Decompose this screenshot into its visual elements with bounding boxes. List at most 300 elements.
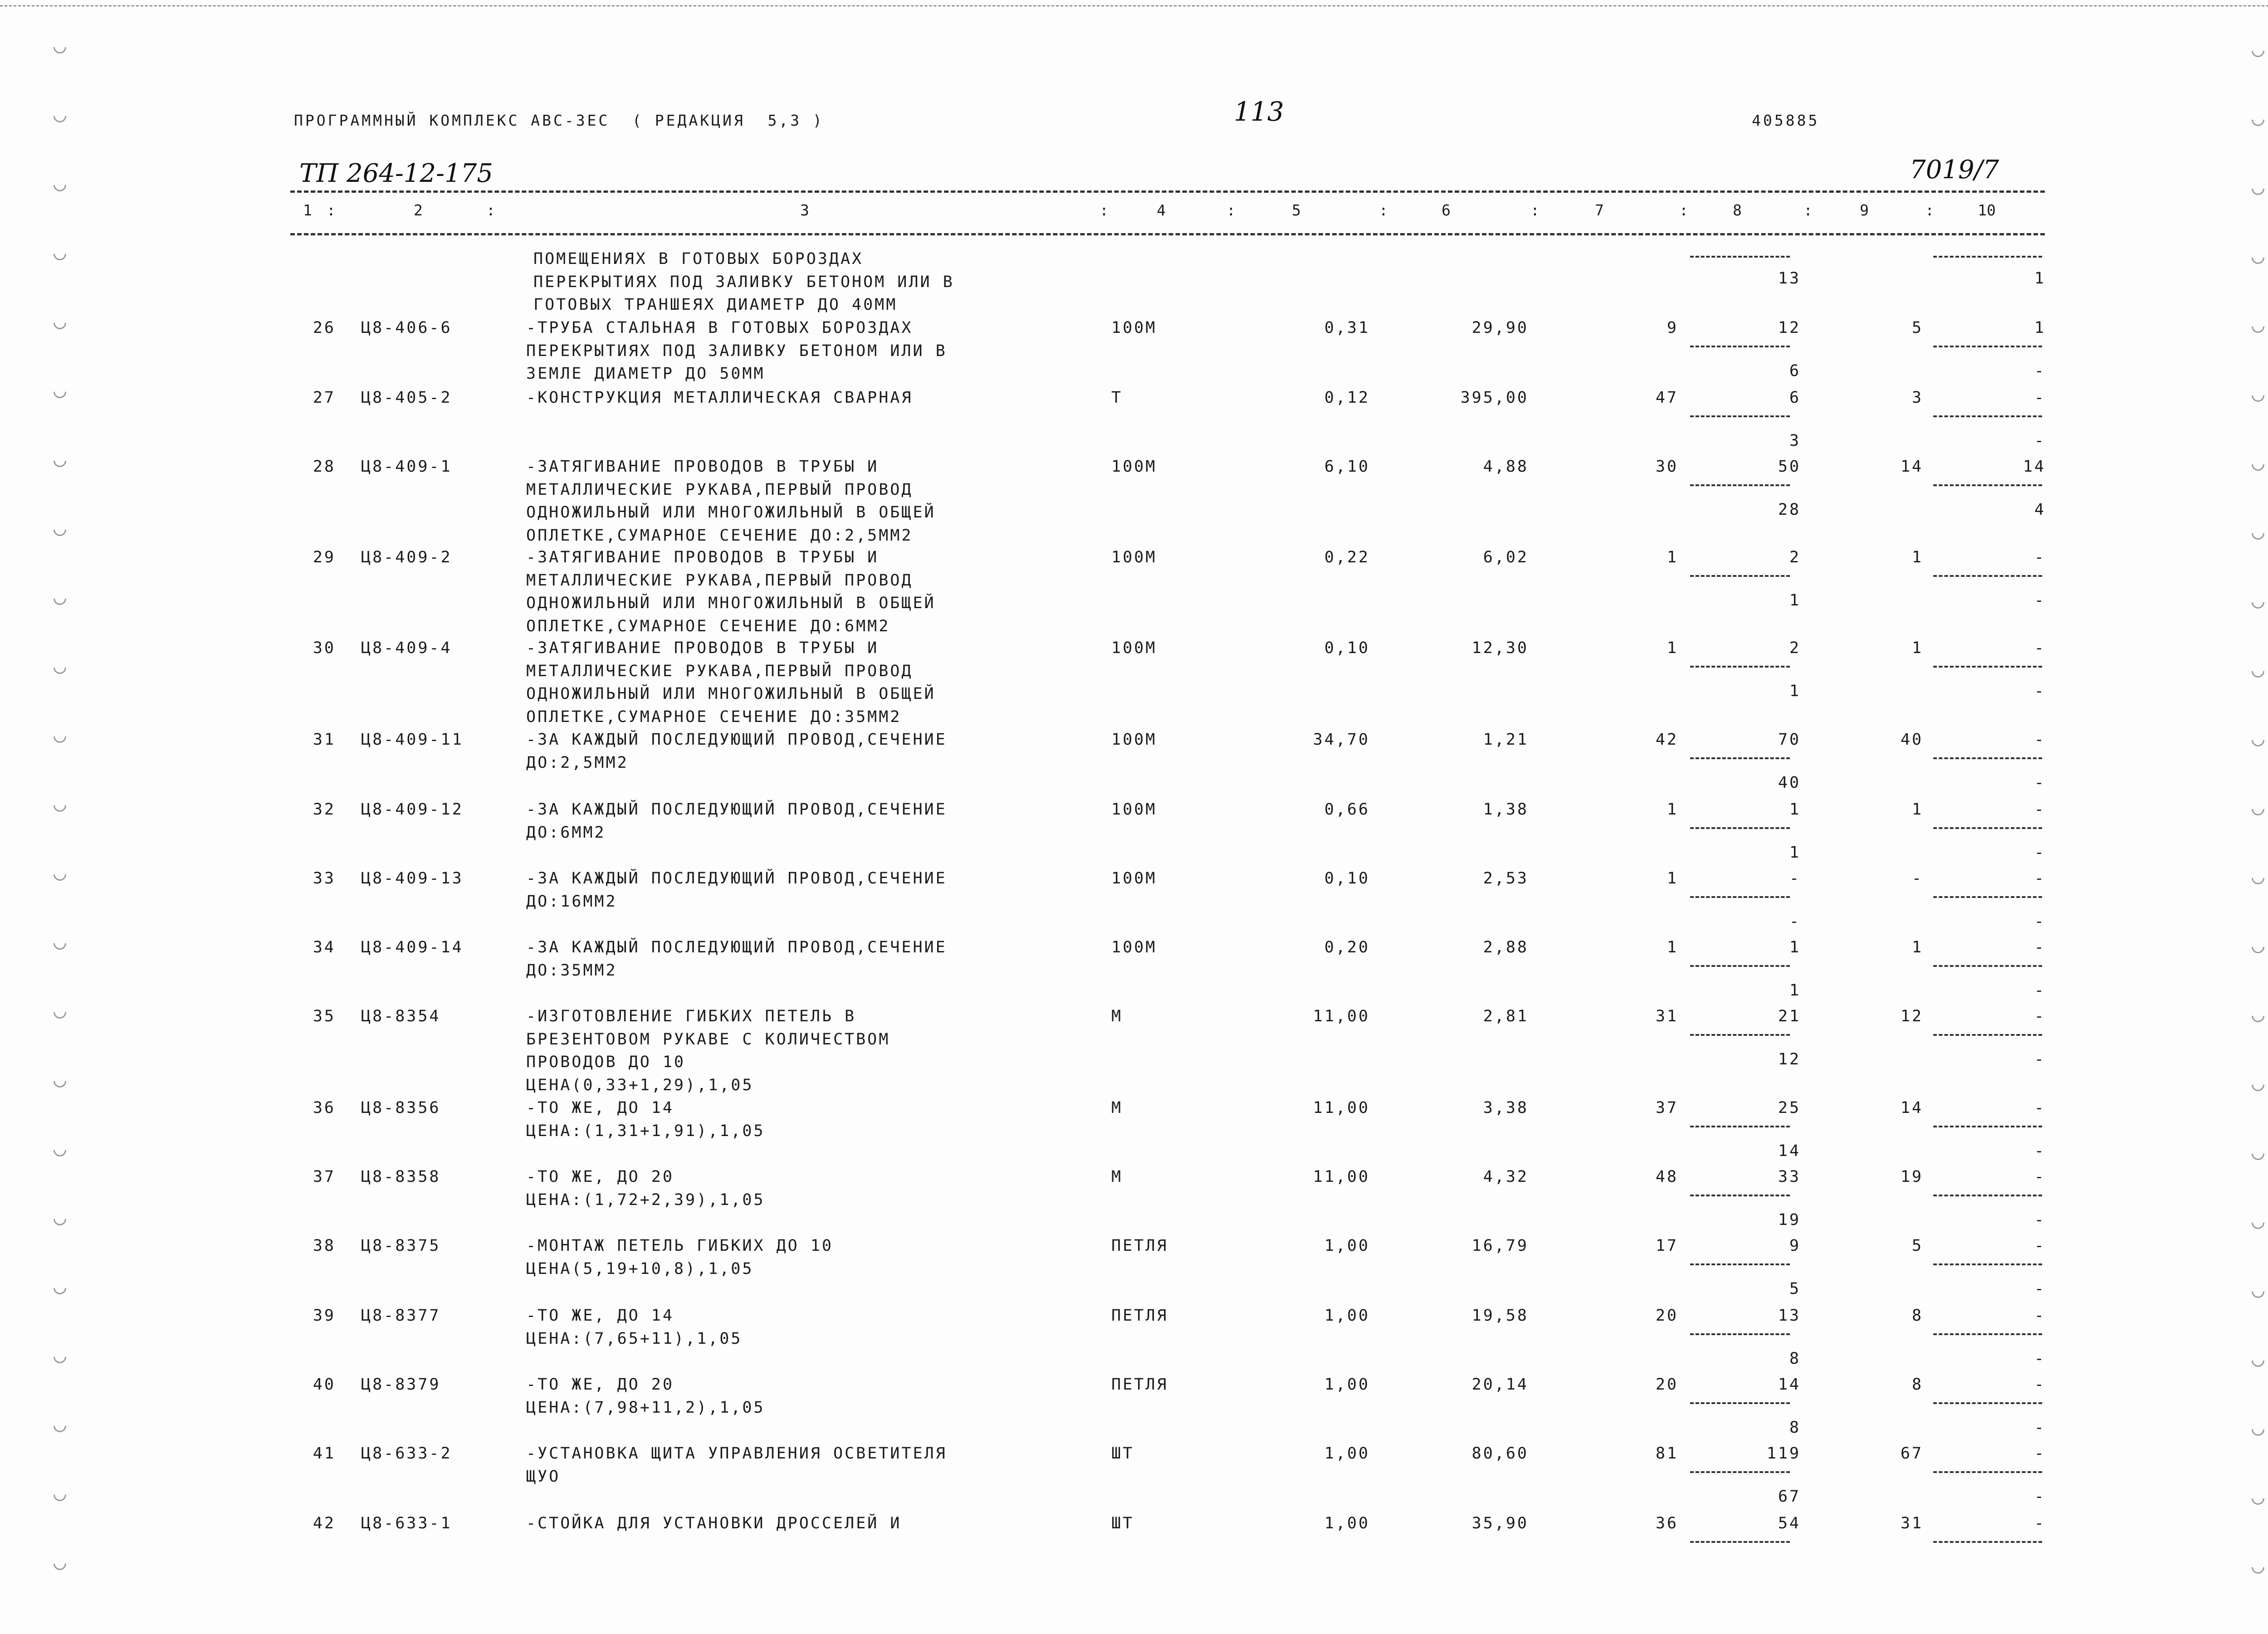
perforation-hole <box>51 107 69 125</box>
row-wages-top: 2 <box>1789 639 1801 657</box>
perforation-hole <box>51 934 69 952</box>
row-wages-top: 1 <box>1789 800 1801 819</box>
perforation-hole <box>51 727 69 746</box>
row-col10-bottom: - <box>2034 1142 2046 1160</box>
perforation-hole <box>51 865 69 883</box>
perforation-hole <box>51 1072 69 1090</box>
row-wages-bottom: 67 <box>1778 1488 1801 1506</box>
row-description-line: ЦЕНА:(1,31+1,91),1,05 <box>526 1122 765 1140</box>
row-col10-top: - <box>2034 548 2046 566</box>
row-unit: М <box>1111 1099 1123 1117</box>
row-code: Ц8-633-1 <box>361 1514 452 1532</box>
sheet-code: 7019/7 <box>1910 155 1999 185</box>
cell-divider <box>1933 484 2042 486</box>
row-description-line: -ИЗГОТОВЛЕНИЕ ГИБКИХ ПЕТЕЛЬ В <box>526 1007 856 1025</box>
row-col10-bottom: - <box>2034 682 2046 700</box>
cell-divider <box>1690 1195 1790 1196</box>
perforation-hole <box>2249 1489 2267 1507</box>
row-description-line: ЦЕНА(0,33+1,29),1,05 <box>526 1076 754 1094</box>
row-wages-bottom: 28 <box>1778 501 1801 519</box>
perforation-hole <box>51 796 69 815</box>
cell-divider <box>1933 666 2042 668</box>
row-quantity: 11,00 <box>1313 1007 1370 1025</box>
row-unit-price: 2,53 <box>1483 869 1529 888</box>
row-unit: 100М <box>1111 319 1157 337</box>
row-unit-price: 35,90 <box>1471 1514 1529 1532</box>
row-machines: - <box>1911 869 1923 888</box>
perforation-hole <box>2249 731 2267 749</box>
row-machines: 1 <box>1911 800 1923 819</box>
row-number: 41 <box>313 1444 336 1463</box>
row-code: Ц8-8379 <box>361 1375 441 1394</box>
row-col10-top: - <box>2034 800 2046 819</box>
perforation-hole <box>2249 42 2267 60</box>
row-unit: 100М <box>1111 458 1157 476</box>
row-wages-bottom: 5 <box>1789 1280 1801 1298</box>
row-col10-top: 1 <box>2034 319 2046 337</box>
row-description-line: БРЕЗЕНТОВОМ РУКАВЕ С КОЛИЧЕСТВОМ <box>526 1030 890 1049</box>
row-description-line: ЗЕМЛЕ ДИАМЕТР ДО 50ММ <box>526 365 765 383</box>
col-num-7: 7 <box>1595 201 1604 219</box>
row-quantity: 0,20 <box>1324 938 1370 956</box>
row-col10-top: - <box>2034 938 2046 956</box>
perforation-hole <box>51 1555 69 1573</box>
row-col10-bottom: - <box>2034 844 2046 862</box>
row-machines: 5 <box>1911 1237 1923 1255</box>
row-total-cost: 1 <box>1667 938 1678 956</box>
row-col10-bottom: - <box>2034 1488 2046 1506</box>
row-unit: ШТ <box>1111 1514 1134 1532</box>
row-wages-top: 2 <box>1789 548 1801 566</box>
col-num-10: 10 <box>1978 201 1996 219</box>
row-number: 26 <box>313 319 336 337</box>
row-description-line: -ЗА КАЖДЫЙ ПОСЛЕДУЮЩИЙ ПРОВОД,СЕЧЕНИЕ <box>526 731 947 749</box>
row-col10-bottom: - <box>2034 1211 2046 1229</box>
perforation-hole <box>2249 455 2267 473</box>
row-description-line: -СТОЙКА ДЛЯ УСТАНОВКИ ДРОССЕЛЕЙ И <box>526 1514 902 1532</box>
row-description-line: -ЗА КАЖДЫЙ ПОСЛЕДУЮЩИЙ ПРОВОД,СЕЧЕНИЕ <box>526 938 947 956</box>
cell-divider <box>1933 1195 2042 1196</box>
row-total-cost: 48 <box>1655 1168 1678 1186</box>
perforation-hole <box>2249 111 2267 129</box>
row-unit: ПЕТЛЯ <box>1111 1307 1168 1325</box>
row-number: 38 <box>313 1237 336 1255</box>
cell-divider <box>1690 666 1790 668</box>
row-col10-top: - <box>2034 1099 2046 1117</box>
row-wages-bottom: - <box>1789 912 1801 931</box>
row-description-line: -ТРУБА СТАЛЬНАЯ В ГОТОВЫХ БОРОЗДАХ <box>526 319 913 337</box>
row-code: Ц8-8354 <box>361 1007 441 1025</box>
row-unit: ШТ <box>1111 1444 1134 1463</box>
row-total-cost: 42 <box>1655 731 1678 749</box>
perforation-hole <box>2249 524 2267 542</box>
cell-divider <box>1690 1034 1790 1036</box>
cell-divider <box>1690 1402 1790 1404</box>
row-number: 27 <box>313 389 336 407</box>
row-code: Ц8-8377 <box>361 1307 441 1325</box>
row-col10-bottom: - <box>2034 1419 2046 1437</box>
row-col10-bottom: - <box>2034 591 2046 610</box>
row-code: Ц8-406-6 <box>361 319 452 337</box>
continuation-c10-bottom: 1 <box>2034 269 2046 288</box>
row-col10-top: 14 <box>2023 458 2046 476</box>
cell-divider <box>1933 346 2042 347</box>
row-description-line: ОПЛЕТКЕ,СУМАРНОЕ СЕЧЕНИЕ ДО:6ММ2 <box>526 617 890 635</box>
row-wages-top: 12 <box>1778 319 1801 337</box>
cell-divider <box>1690 1263 1790 1265</box>
row-description-line: ДО:2,5ММ2 <box>526 753 629 772</box>
row-unit: М <box>1111 1007 1123 1025</box>
row-col10-bottom: - <box>2034 912 2046 931</box>
row-description-line: -МОНТАЖ ПЕТЕЛЬ ГИБКИХ ДО 10 <box>526 1237 833 1255</box>
cell-divider <box>1690 757 1790 759</box>
row-col10-bottom: - <box>2034 1280 2046 1298</box>
row-quantity: 1,00 <box>1324 1237 1370 1255</box>
row-unit-price: 2,81 <box>1483 1007 1529 1025</box>
cell-divider <box>1933 1126 2042 1127</box>
row-unit-price: 6,02 <box>1483 548 1529 566</box>
cell-divider <box>1933 965 2042 967</box>
row-description-line: -ТО ЖЕ, ДО 20 <box>526 1168 674 1186</box>
row-col10-top: - <box>2034 1007 2046 1025</box>
row-total-cost: 1 <box>1667 548 1678 566</box>
cell-divider <box>1690 256 1790 258</box>
row-total-cost: 20 <box>1655 1307 1678 1325</box>
row-number: 35 <box>313 1007 336 1025</box>
row-number: 32 <box>313 800 336 819</box>
row-total-cost: 36 <box>1655 1514 1678 1532</box>
cell-divider <box>1690 346 1790 347</box>
row-wages-top: 70 <box>1778 731 1801 749</box>
row-unit: 100М <box>1111 800 1157 819</box>
row-description-line: ЩУО <box>526 1467 561 1486</box>
row-description-line: ОДНОЖИЛЬНЫЙ ИЛИ МНОГОЖИЛЬНЫЙ В ОБЩЕЙ <box>526 503 936 522</box>
row-description-line: -ТО ЖЕ, ДО 14 <box>526 1307 674 1325</box>
column-numbers: 1 : 2 : 3 : 4 : 5 : 6 : 7 : 8 : 9 : 10 <box>303 201 1996 219</box>
row-code: Ц8-633-2 <box>361 1444 452 1463</box>
row-col10-top: - <box>2034 1237 2046 1255</box>
continuation-line: ГОТОВЫХ ТРАНШЕЯХ ДИАМЕТР ДО 40ММ <box>533 296 898 314</box>
cell-divider <box>1690 1333 1790 1335</box>
row-code: Ц8-409-4 <box>361 639 452 657</box>
perforation-hole <box>2249 593 2267 611</box>
row-quantity: 34,70 <box>1313 731 1370 749</box>
row-machines: 14 <box>1900 1099 1923 1117</box>
perforation-hole <box>51 1210 69 1228</box>
cell-divider <box>1933 1402 2042 1404</box>
perforation-hole <box>51 658 69 677</box>
row-wages-bottom: 40 <box>1778 774 1801 792</box>
row-total-cost: 1 <box>1667 800 1678 819</box>
row-number: 39 <box>313 1307 336 1325</box>
row-machines: 67 <box>1900 1444 1923 1463</box>
row-unit-price: 29,90 <box>1471 319 1529 337</box>
row-wages-top: 21 <box>1778 1007 1801 1025</box>
row-code: Ц8-409-11 <box>361 731 464 749</box>
cell-divider <box>1690 965 1790 967</box>
col-num-8: 8 <box>1733 201 1742 219</box>
cell-divider <box>1933 896 2042 898</box>
col-num-1: 1 <box>303 201 312 219</box>
row-total-cost: 1 <box>1667 869 1678 888</box>
continuation-line: ПЕРЕКРЫТИЯХ ПОД ЗАЛИВКУ БЕТОНОМ ИЛИ В <box>533 273 954 291</box>
col-num-5: 5 <box>1292 201 1301 219</box>
project-code: ТП 264-12-175 <box>299 159 493 188</box>
row-wages-top: 13 <box>1778 1307 1801 1325</box>
perforation-hole <box>2249 1351 2267 1370</box>
row-wages-top: 1 <box>1789 938 1801 956</box>
perforation-hole <box>2249 386 2267 405</box>
row-machines: 12 <box>1900 1007 1923 1025</box>
row-machines: 3 <box>1911 389 1923 407</box>
row-description-line: ОПЛЕТКЕ,СУМАРНОЕ СЕЧЕНИЕ ДО:2,5ММ2 <box>526 526 913 545</box>
row-number: 37 <box>313 1168 336 1186</box>
row-description-line: -УСТАНОВКА ЩИТА УПРАВЛЕНИЯ ОСВЕТИТЕЛЯ <box>526 1444 947 1463</box>
perforation-hole <box>51 314 69 332</box>
row-number: 30 <box>313 639 336 657</box>
row-wages-bottom: 3 <box>1789 432 1801 450</box>
cell-divider <box>1690 575 1790 577</box>
row-unit-price: 1,21 <box>1483 731 1529 749</box>
row-number: 31 <box>313 731 336 749</box>
row-number: 40 <box>313 1375 336 1394</box>
row-unit-price: 395,00 <box>1460 389 1529 407</box>
row-description-line: МЕТАЛЛИЧЕСКИЕ РУКАВА,ПЕРВЫЙ ПРОВОД <box>526 480 913 499</box>
row-unit-price: 2,88 <box>1483 938 1529 956</box>
row-wages-top: 33 <box>1778 1168 1801 1186</box>
row-wages-top: - <box>1789 869 1801 888</box>
row-unit: ПЕТЛЯ <box>1111 1375 1168 1394</box>
row-col10-top: - <box>2034 1307 2046 1325</box>
row-unit: ПЕТЛЯ <box>1111 1237 1168 1255</box>
tear-edge <box>0 0 2268 6</box>
row-quantity: 1,00 <box>1324 1444 1370 1463</box>
row-description-line: МЕТАЛЛИЧЕСКИЕ РУКАВА,ПЕРВЫЙ ПРОВОД <box>526 662 913 680</box>
perforation-hole <box>2249 1007 2267 1025</box>
row-col10-top: - <box>2034 1444 2046 1463</box>
perforation-hole <box>51 38 69 56</box>
row-unit: 100М <box>1111 869 1157 888</box>
row-code: Ц8-8358 <box>361 1168 441 1186</box>
row-unit: 100М <box>1111 548 1157 566</box>
row-total-cost: 37 <box>1655 1099 1678 1117</box>
row-col10-bottom: - <box>2034 981 2046 1000</box>
row-unit-price: 16,79 <box>1471 1237 1529 1255</box>
row-total-cost: 30 <box>1655 458 1678 476</box>
row-code: Ц8-8375 <box>361 1237 441 1255</box>
row-description-line: -ЗА КАЖДЫЙ ПОСЛЕДУЮЩИЙ ПРОВОД,СЕЧЕНИЕ <box>526 800 947 819</box>
cell-divider <box>1933 1541 2042 1543</box>
perforation-hole <box>51 245 69 263</box>
cell-divider <box>1933 757 2042 759</box>
row-description-line: ДО:6ММ2 <box>526 823 606 842</box>
row-col10-bottom: - <box>2034 774 2046 792</box>
row-description-line: ПРОВОДОВ ДО 10 <box>526 1053 686 1072</box>
row-total-cost: 81 <box>1655 1444 1678 1463</box>
row-code: Ц8-409-1 <box>361 458 452 476</box>
row-wages-top: 6 <box>1789 389 1801 407</box>
cell-divider <box>1933 415 2042 417</box>
row-quantity: 0,10 <box>1324 639 1370 657</box>
row-quantity: 1,00 <box>1324 1307 1370 1325</box>
row-machines: 8 <box>1911 1307 1923 1325</box>
row-quantity: 0,66 <box>1324 800 1370 819</box>
cell-divider <box>1690 827 1790 829</box>
row-machines: 19 <box>1900 1168 1923 1186</box>
row-description-line: -ЗАТЯГИВАНИЕ ПРОВОДОВ В ТРУБЫ И <box>526 639 879 657</box>
perforation-hole <box>2249 1558 2267 1576</box>
col-num-9: 9 <box>1860 201 1869 219</box>
row-unit-price: 1,38 <box>1483 800 1529 819</box>
row-wages-bottom: 12 <box>1778 1050 1801 1068</box>
row-description-line: -ТО ЖЕ, ДО 14 <box>526 1099 674 1117</box>
col-num-4: 4 <box>1157 201 1166 219</box>
row-description-line: -КОНСТРУКЦИЯ МЕТАЛЛИЧЕСКАЯ СВАРНАЯ <box>526 389 913 407</box>
row-unit-price: 4,32 <box>1483 1168 1529 1186</box>
row-quantity: 0,31 <box>1324 319 1370 337</box>
cell-divider <box>1690 484 1790 486</box>
perforation-hole <box>2249 662 2267 680</box>
col-num-3: 3 <box>800 201 809 219</box>
perforation-hole <box>51 1417 69 1435</box>
row-unit-price: 3,38 <box>1483 1099 1529 1117</box>
row-col10-top: - <box>2034 1514 2046 1532</box>
perforation-hole <box>2249 800 2267 818</box>
row-machines: 5 <box>1911 319 1923 337</box>
perforation-hole <box>51 590 69 608</box>
row-description-line: ЦЕНА:(7,98+11,2),1,05 <box>526 1398 765 1417</box>
perforation-hole <box>2249 1283 2267 1301</box>
page-number: 113 <box>1234 96 1284 127</box>
row-col10-top: - <box>2034 869 2046 888</box>
row-wages-bottom: 14 <box>1778 1142 1801 1160</box>
row-machines: 31 <box>1900 1514 1923 1532</box>
row-unit: 100М <box>1111 938 1157 956</box>
perforation-hole <box>2249 180 2267 198</box>
perforation-hole <box>51 452 69 470</box>
row-unit-price: 19,58 <box>1471 1307 1529 1325</box>
row-machines: 40 <box>1900 731 1923 749</box>
row-description-line: -ТО ЖЕ, ДО 20 <box>526 1375 674 1394</box>
row-wages-top: 54 <box>1778 1514 1801 1532</box>
row-quantity: 0,22 <box>1324 548 1370 566</box>
perforation-hole <box>2249 1214 2267 1232</box>
cell-divider <box>1933 1333 2042 1335</box>
row-col10-top: - <box>2034 639 2046 657</box>
perforation-hole <box>51 521 69 539</box>
row-col10-bottom: - <box>2034 362 2046 380</box>
row-machines: 14 <box>1900 458 1923 476</box>
cell-divider <box>1933 827 2042 829</box>
row-quantity: 0,10 <box>1324 869 1370 888</box>
row-description-line: ОДНОЖИЛЬНЫЙ ИЛИ МНОГОЖИЛЬНЫЙ В ОБЩЕЙ <box>526 594 936 613</box>
row-col10-bottom: - <box>2034 1350 2046 1368</box>
row-col10-bottom: - <box>2034 432 2046 450</box>
row-wages-bottom: 8 <box>1789 1419 1801 1437</box>
document-id: 405885 <box>1752 112 1820 129</box>
row-description-line: ОПЛЕТКЕ,СУМАРНОЕ СЕЧЕНИЕ ДО:35ММ2 <box>526 707 902 726</box>
row-unit: 100М <box>1111 731 1157 749</box>
cell-divider <box>1933 575 2042 577</box>
row-description-line: МЕТАЛЛИЧЕСКИЕ РУКАВА,ПЕРВЫЙ ПРОВОД <box>526 571 913 590</box>
row-unit: М <box>1111 1168 1123 1186</box>
col-num-2: 2 <box>414 201 423 219</box>
row-description-line: ЦЕНА:(7,65+11),1,05 <box>526 1329 743 1348</box>
row-code: Ц8-405-2 <box>361 389 452 407</box>
perforation-hole <box>2249 1076 2267 1094</box>
continuation-c8-bottom: 13 <box>1778 269 1801 288</box>
cell-divider <box>1690 415 1790 417</box>
row-col10-bottom: 4 <box>2034 501 2046 519</box>
row-col10-top: - <box>2034 731 2046 749</box>
row-wages-top: 14 <box>1778 1375 1801 1394</box>
row-total-cost: 31 <box>1655 1007 1678 1025</box>
row-col10-top: - <box>2034 1375 2046 1394</box>
cell-divider <box>1690 1541 1790 1543</box>
row-quantity: 1,00 <box>1324 1514 1370 1532</box>
row-description-line: -ЗА КАЖДЫЙ ПОСЛЕДУЮЩИЙ ПРОВОД,СЕЧЕНИЕ <box>526 869 947 888</box>
row-wages-bottom: 1 <box>1789 981 1801 1000</box>
row-description-line: ЦЕНА:(1,72+2,39),1,05 <box>526 1190 765 1209</box>
cell-divider <box>1933 256 2042 258</box>
perforation-hole <box>51 1486 69 1504</box>
cell-divider <box>1690 1126 1790 1127</box>
header-rule-top <box>290 190 2045 193</box>
row-code: Ц8-409-14 <box>361 938 464 956</box>
row-number: 36 <box>313 1099 336 1117</box>
row-quantity: 0,12 <box>1324 389 1370 407</box>
perforation-hole <box>51 1141 69 1159</box>
perforation-hole <box>2249 317 2267 336</box>
row-wages-bottom: 19 <box>1778 1211 1801 1229</box>
perforation-hole <box>51 1003 69 1021</box>
row-number: 28 <box>313 458 336 476</box>
row-quantity: 11,00 <box>1313 1168 1370 1186</box>
row-quantity: 6,10 <box>1324 458 1370 476</box>
continuation-line: ПОМЕЩЕНИЯХ В ГОТОВЫХ БОРОЗДАХ <box>533 250 864 268</box>
row-code: Ц8-8356 <box>361 1099 441 1117</box>
row-col10-bottom: - <box>2034 1050 2046 1068</box>
perforation-hole <box>51 176 69 194</box>
perforation-hole <box>2249 1145 2267 1163</box>
row-description-line: -ЗАТЯГИВАНИЕ ПРОВОДОВ В ТРУБЫ И <box>526 458 879 476</box>
row-number: 29 <box>313 548 336 566</box>
row-wages-top: 119 <box>1766 1444 1801 1463</box>
cell-divider <box>1690 1471 1790 1473</box>
cell-divider <box>1933 1263 2042 1265</box>
row-wages-bottom: 1 <box>1789 591 1801 610</box>
row-description-line: -ЗАТЯГИВАНИЕ ПРОВОДОВ В ТРУБЫ И <box>526 548 879 566</box>
perforation-hole <box>2249 938 2267 956</box>
row-total-cost: 1 <box>1667 639 1678 657</box>
row-code: Ц8-409-13 <box>361 869 464 888</box>
header-rule-bottom <box>290 233 2045 235</box>
row-description-line: ДО:16ММ2 <box>526 892 617 911</box>
perforation-hole <box>2249 249 2267 267</box>
program-header: ПРОГРАММНЫЙ КОМПЛЕКС АВС-3ЕС ( РЕДАКЦИЯ 5,3 ) <box>294 112 824 129</box>
perforation-hole <box>51 1279 69 1297</box>
row-wages-bottom: 8 <box>1789 1350 1801 1368</box>
row-unit: Т <box>1111 389 1123 407</box>
row-machines: 1 <box>1911 548 1923 566</box>
row-total-cost: 17 <box>1655 1237 1678 1255</box>
row-wages-top: 25 <box>1778 1099 1801 1117</box>
row-total-cost: 20 <box>1655 1375 1678 1394</box>
row-code: Ц8-409-2 <box>361 548 452 566</box>
row-col10-top: - <box>2034 1168 2046 1186</box>
row-description-line: ДО:35ММ2 <box>526 961 617 980</box>
perforation-hole <box>51 1348 69 1366</box>
